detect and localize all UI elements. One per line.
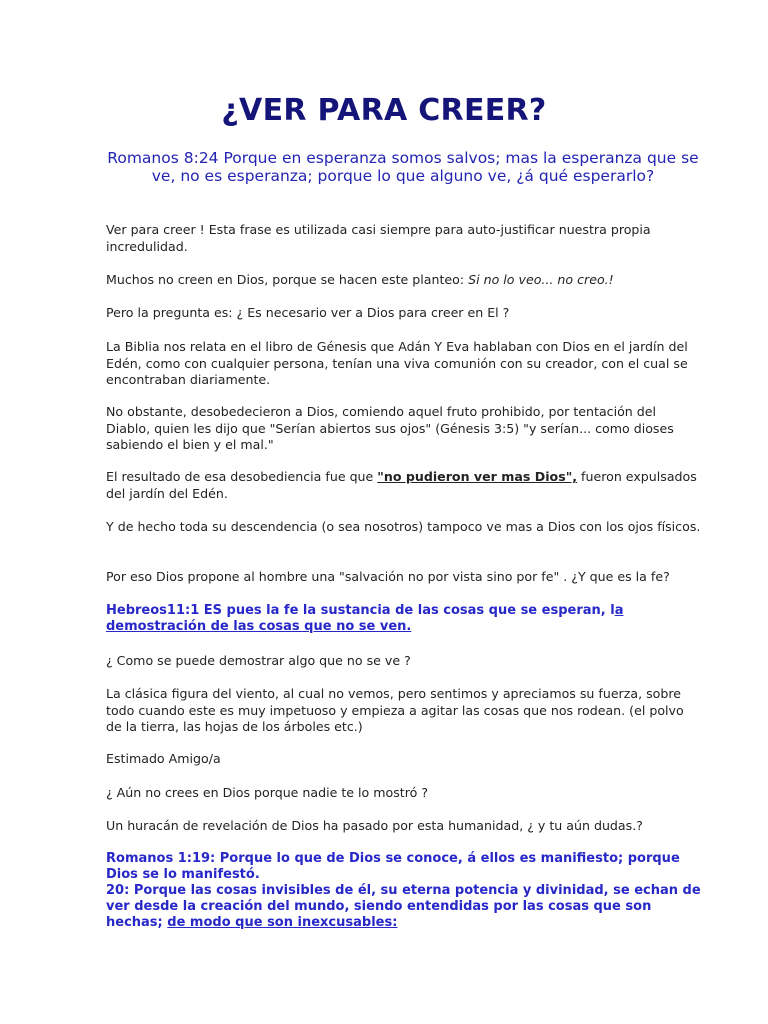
verse-hebreos-lead: Hebreos11:1 ES pues la fe la sustancia de las cosas que se esperan, l	[106, 603, 615, 618]
verse-romanos	[106, 851, 702, 931]
paragraph-2-quote: Si no lo veo... no creo.!	[468, 272, 614, 287]
paragraph-4: La Biblia nos relata en el libro de Génesis que Adán Y Eva hablaban con Dios en el jardín del Edén, como con cualquier persona, tenían una viva comunión con su creador, con el cual se encontraban diariamente.	[106, 339, 688, 387]
paragraph-7: Y de hecho toda su descendencia (o sea nosotros) tampoco ve mas a Dios con los ojos físicos.	[106, 519, 701, 534]
verse-romanos-link[interactable]: de modo que son inexcusables:	[167, 915, 398, 930]
paragraph-2-lead: Muchos no creen en Dios, porque se hacen este planteo:	[106, 272, 469, 287]
verse-hebreos-link[interactable]: a demostración de las cosas que no se ven.	[106, 603, 624, 634]
paragraph-9: ¿ Como se puede demostrar algo que no se ve ?	[106, 653, 411, 668]
paragraph-13: Un huracán de revelación de Dios ha pasado por esta humanidad, ¿ y tu aún dudas.?	[106, 818, 643, 833]
paragraph-10: La clásica figura del viento, al cual no vemos, pero sentimos y apreciamos su fuerza, sobre todo cuando este es muy impetuoso y empieza a agitar las cosas que nos rodean. (el polvo de la tierra, las hojas de los árboles etc.)	[106, 686, 684, 734]
page-title: ¿VER PARA CREER?	[221, 93, 547, 128]
paragraph-11: Estimado Amigo/a	[106, 751, 221, 766]
paragraph-2	[106, 272, 702, 289]
paragraph-1: Ver para creer ! Esta frase es utilizada casi siempre para auto-justificar nuestra propia incredulidad.	[106, 222, 651, 254]
paragraph-3: Pero la pregunta es: ¿ Es necesario ver a Dios para creer en El ?	[106, 305, 510, 320]
paragraph-6-lead: El resultado de esa desobediencia fue que	[106, 469, 378, 484]
paragraph-6-tail: fueron expulsados del jardín del Edén.	[106, 469, 697, 501]
paragraph-6-emphasis: "no pudieron ver mas Dios",	[377, 469, 578, 484]
paragraph-12: ¿ Aún no crees en Dios porque nadie te lo mostró ?	[106, 785, 429, 800]
verse-romanos-20: 20: Porque las cosas invisibles de él, su eterna potencia y divinidad, se echan de ver desde la creación del mundo, siendo entendidas por las cosas que son hechas;	[106, 883, 701, 930]
verse-hebreos	[106, 603, 702, 635]
epigraph-verse: Romanos 8:24 Porque en esperanza somos salvos; mas la esperanza que se ve, no es esperanza; porque lo que alguno ve, ¿á qué esperarlo?	[107, 149, 699, 185]
paragraph-8: Por eso Dios propone al hombre una "salvación no por vista sino por fe" . ¿Y que es la fe?	[106, 569, 670, 584]
paragraph-5: No obstante, desobedecieron a Dios, comiendo aquel fruto prohibido, por tentación del Diablo, quien les dijo que "Serían abiertos sus ojos" (Génesis 3:5) "y serían... como dioses sabiendo el bien y el mal."	[106, 404, 674, 452]
paragraph-6	[106, 469, 702, 502]
verse-romanos-19: Romanos 1:19: Porque lo que de Dios se conoce, á ellos es manifiesto; porque Dios se lo manifestó.	[106, 851, 680, 882]
